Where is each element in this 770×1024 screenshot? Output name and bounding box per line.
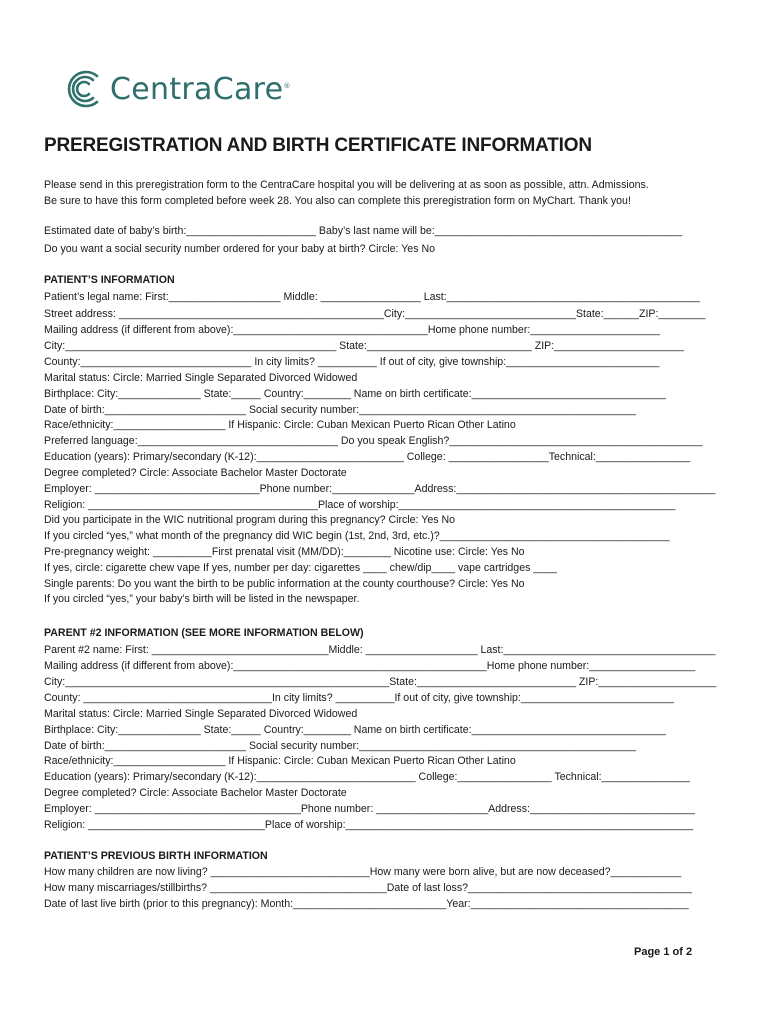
form-line[interactable]: Mailing address (if different from above):_________________________________Home phone number:______________________ bbox=[44, 324, 660, 336]
form-line[interactable]: Date of last live birth (prior to this pregnancy): Month:__________________________Year:_____________________________________ bbox=[44, 898, 689, 910]
form-line[interactable]: County: ________________________________In city limits? __________If out of city, give township:__________________________ bbox=[44, 692, 675, 704]
form-line[interactable]: Education (years): Primary/secondary (K-12):___________________________ College:________________ Technical:_______________ bbox=[44, 771, 690, 783]
form-line[interactable]: Do you want a social security number ordered for your baby at birth? Circle: Yes No bbox=[44, 243, 435, 255]
form-line[interactable]: Birthplace: City:______________ State:_____ Country:________ Name on birth certificate:_________________________________ bbox=[44, 388, 666, 400]
section-heading: PATIENT’S PREVIOUS BIRTH INFORMATION bbox=[44, 850, 268, 862]
form-line[interactable]: Parent #2 name: First: ______________________________Middle: ___________________ Last:____________________________________ bbox=[44, 644, 716, 656]
form-line[interactable]: Mailing address (if different from above):___________________________________________Home phone number:__________________ bbox=[44, 660, 696, 672]
centracare-logo-icon bbox=[66, 68, 104, 110]
intro-line-2: Be sure to have this form completed before week 28. You also can complete this preregistration form on MyChart. Thank you! bbox=[44, 195, 631, 207]
form-line[interactable]: Pre-pregnancy weight: __________First prenatal visit (MM/DD):________ Nicotine use: Circle: Yes No bbox=[44, 546, 525, 558]
form-line[interactable]: If you circled “yes,” your baby’s birth will be listed in the newspaper. bbox=[44, 593, 360, 605]
form-line[interactable]: Single parents: Do you want the birth to be public information at the county courthouse? Circle: Yes No bbox=[44, 578, 525, 590]
form-line[interactable]: Education (years): Primary/secondary (K-12):_________________________ College: _________________Technical:________________ bbox=[44, 451, 691, 463]
form-line[interactable]: Did you participate in the WIC nutritional program during this pregnancy? Circle: Yes No bbox=[44, 514, 456, 526]
form-line[interactable]: Date of birth:________________________ Social security number:_______________________________________________ bbox=[44, 404, 637, 416]
form-line[interactable]: Marital status: Circle: Married Single Separated Divorced Widowed bbox=[44, 372, 358, 384]
form-line[interactable]: City:_______________________________________________________State:___________________________ ZIP:____________________ bbox=[44, 676, 717, 688]
form-line[interactable]: Religion: ______________________________Place of worship:___________________________________________________________ bbox=[44, 819, 694, 831]
form-line[interactable]: If you circled “yes,” what month of the pregnancy did WIC begin (1st, 2nd, 3rd, etc.)?_______________________________________ bbox=[44, 530, 670, 542]
form-line[interactable]: Estimated date of baby’s birth:______________________ Baby’s last name will be:__________________________________________ bbox=[44, 225, 683, 237]
intro-line-1: Please send in this preregistration form to the CentraCare hospital you will be delivering at as soon as possible, attn. Admissions. bbox=[44, 179, 649, 191]
intro-paragraph bbox=[44, 177, 734, 209]
page-number: Page 1 of 2 bbox=[634, 946, 693, 958]
logo-registered-mark: ® bbox=[283, 81, 291, 90]
form-line[interactable]: How many miscarriages/stillbirths? ______________________________Date of last loss?______________________________________ bbox=[44, 882, 692, 894]
form-line[interactable]: Street address: _____________________________________________City:_____________________________State:______ZIP:________ bbox=[44, 308, 706, 320]
form-line[interactable]: Religion: _______________________________________Place of worship:_______________________________________________ bbox=[44, 499, 676, 511]
form-line[interactable]: Degree completed? Circle: Associate Bachelor Master Doctorate bbox=[44, 467, 347, 479]
section-heading: PATIENT’S INFORMATION bbox=[44, 274, 175, 286]
section-heading: PARENT #2 INFORMATION (SEE MORE INFORMATION BELOW) bbox=[44, 627, 364, 639]
form-line[interactable]: If yes, circle: cigarette chew vape If yes, number per day: cigarettes ____ chew/dip____ vape cartridges ____ bbox=[44, 562, 557, 574]
form-line[interactable]: Employer: ___________________________________Phone number: ___________________Address:____________________________ bbox=[44, 803, 695, 815]
form-line[interactable]: City:______________________________________________ State:____________________________ ZIP:______________________ bbox=[44, 340, 684, 352]
form-line[interactable]: Race/ethnicity:___________________ If Hispanic: Circle: Cuban Mexican Puerto Rican Other Latino bbox=[44, 755, 516, 767]
form-line[interactable]: County:_____________________________ In city limits? __________ If out of city, give township:__________________________ bbox=[44, 356, 660, 368]
page-title: PREREGISTRATION AND BIRTH CERTIFICATE INFORMATION bbox=[44, 135, 592, 156]
form-line[interactable]: Degree completed? Circle: Associate Bachelor Master Doctorate bbox=[44, 787, 347, 799]
form-line[interactable]: Patient’s legal name: First:___________________ Middle: _________________ Last:___________________________________________ bbox=[44, 291, 701, 303]
form-line[interactable]: Birthplace: City:______________ State:_____ Country:________ Name on birth certificate:_________________________________ bbox=[44, 724, 666, 736]
logo-wordmark: CentraCare® bbox=[110, 71, 291, 107]
form-line[interactable]: Race/ethnicity:___________________ If Hispanic: Circle: Cuban Mexican Puerto Rican Other Latino bbox=[44, 419, 516, 431]
form-line[interactable]: Employer: ____________________________Phone number:______________Address:____________________________________________ bbox=[44, 483, 716, 495]
centracare-logo bbox=[66, 66, 291, 112]
form-line[interactable]: How many children are now living? ___________________________How many were born alive, but are now deceased?____________ bbox=[44, 866, 682, 878]
form-line[interactable]: Date of birth:________________________ Social security number:_______________________________________________ bbox=[44, 740, 637, 752]
form-line[interactable]: Marital status: Circle: Married Single Separated Divorced Widowed bbox=[44, 708, 358, 720]
form-line[interactable]: Preferred language:__________________________________ Do you speak English?___________________________________________ bbox=[44, 435, 703, 447]
